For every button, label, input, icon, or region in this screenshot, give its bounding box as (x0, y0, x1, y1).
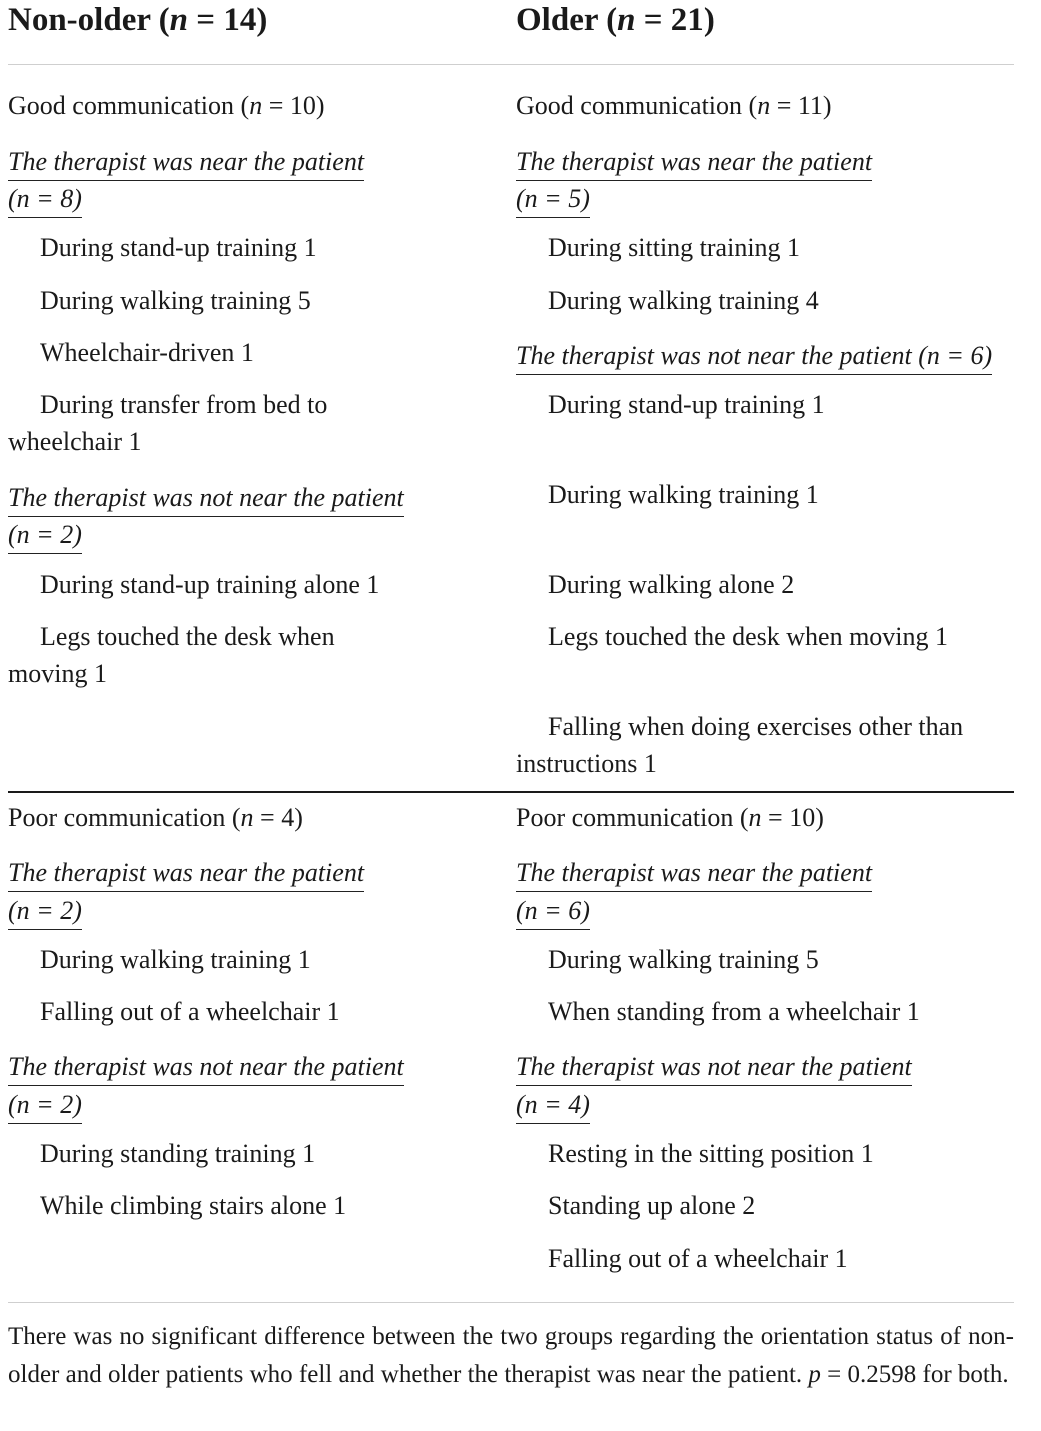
list-item-continued: instructions 1 (516, 749, 657, 778)
right-poor-communication: Poor communication (n = 10) (516, 803, 824, 832)
header-divider (8, 64, 1014, 65)
left-good-not-near-n: (n = 2) (8, 517, 82, 554)
table-footnote: There was no significant difference between the two groups regarding the orientation status of non-older and older patients who fell and whether the therapist was near the patient. p = 0.2598 for both. (8, 1323, 1014, 1388)
list-item: During walking training 5 (548, 945, 819, 974)
header-n-var: n (617, 2, 636, 38)
right-good-near-n: (n = 5) (516, 181, 590, 218)
list-item: During walking training 4 (548, 286, 819, 315)
right-good-not-near-heading: The therapist was not near the patient (n = 6) (516, 338, 992, 375)
left-poor-near-heading: The therapist was near the patient (8, 855, 364, 892)
left-poor-near-n: (n = 2) (8, 893, 82, 930)
list-item: Falling when doing exercises other than (548, 712, 964, 741)
left-good-communication: Good communication (n = 10) (8, 91, 325, 120)
list-item: During walking alone 2 (548, 570, 795, 599)
right-good-near-heading: The therapist was near the patient (516, 144, 872, 181)
left-poor-communication: Poor communication (n = 4) (8, 803, 303, 832)
list-item: During stand-up training alone 1 (40, 570, 380, 599)
left-good-near-heading: The therapist was near the patient (8, 144, 364, 181)
left-poor-not-near-n: (n = 2) (8, 1087, 82, 1124)
list-item: When standing from a wheelchair 1 (548, 997, 920, 1026)
right-poor-near-heading: The therapist was near the patient (516, 855, 872, 892)
list-item: During walking training 5 (40, 286, 311, 315)
left-good-not-near-heading: The therapist was not near the patient (8, 480, 404, 517)
header-n-var: n (169, 2, 189, 38)
right-poor-not-near-n: (n = 4) (516, 1087, 590, 1124)
section-divider (8, 791, 1014, 793)
list-item: Legs touched the desk when moving 1 (548, 622, 949, 651)
list-item: Falling out of a wheelchair 1 (40, 997, 340, 1026)
list-item: During walking training 1 (548, 480, 819, 509)
right-poor-not-near-heading: The therapist was not near the patient (516, 1049, 912, 1086)
list-item: While climbing stairs alone 1 (40, 1191, 347, 1220)
left-poor-not-near-heading: The therapist was not near the patient (8, 1049, 404, 1086)
list-item: During stand-up training 1 (548, 390, 825, 419)
list-item-continued: wheelchair 1 (8, 427, 142, 456)
right-poor-near-n: (n = 6) (516, 893, 590, 930)
footnote-divider (8, 1302, 1014, 1303)
list-item: During transfer from bed to (40, 390, 328, 419)
list-item: Resting in the sitting position 1 (548, 1139, 874, 1168)
list-item: During sitting training 1 (548, 233, 801, 262)
list-item: Standing up alone 2 (548, 1191, 756, 1220)
list-item: During standing training 1 (40, 1139, 316, 1168)
right-good-communication: Good communication (n = 11) (516, 91, 832, 120)
header-older: Older (n = 21) (516, 2, 715, 38)
list-item: During walking training 1 (40, 945, 311, 974)
list-item: During stand-up training 1 (40, 233, 317, 262)
header-non-older: Non-older (n = 14) (8, 2, 268, 38)
list-item-continued: moving 1 (8, 659, 107, 688)
list-item: Legs touched the desk when (40, 622, 335, 651)
list-item: Wheelchair-driven 1 (40, 338, 254, 367)
left-good-near-n: (n = 8) (8, 181, 82, 218)
list-item: Falling out of a wheelchair 1 (548, 1244, 848, 1273)
